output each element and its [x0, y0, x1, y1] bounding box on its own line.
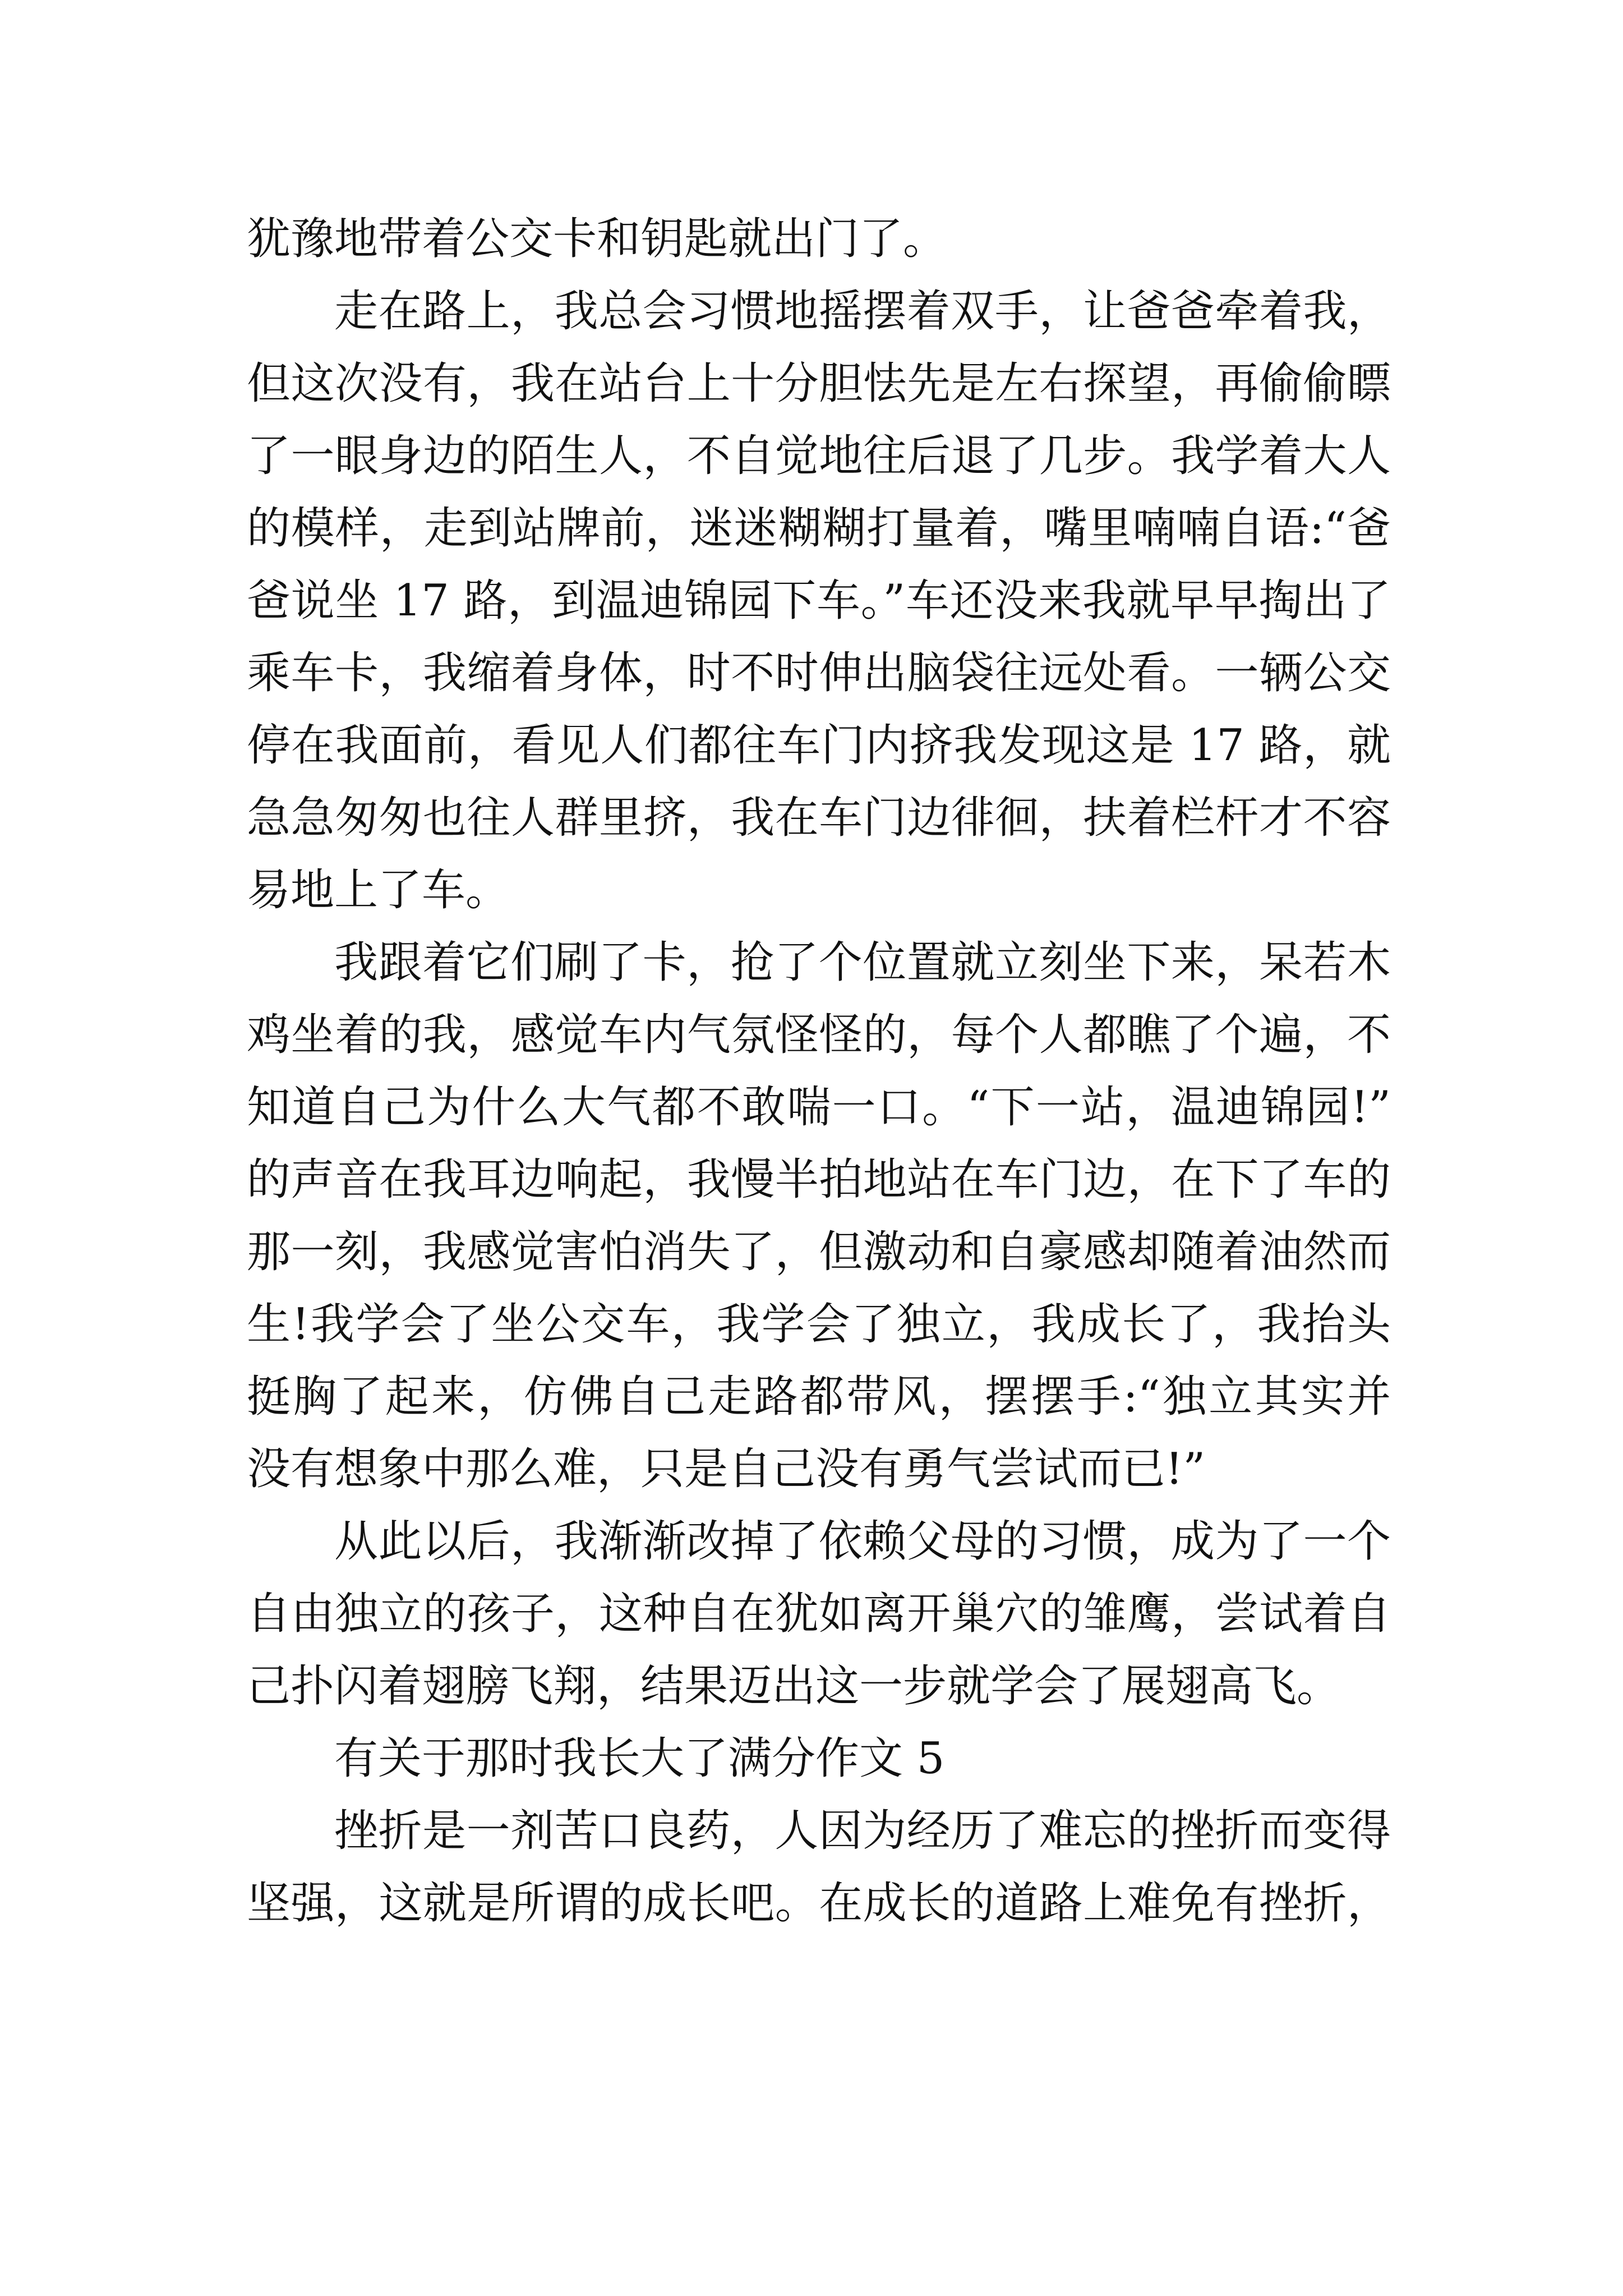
text-line: 爸说坐 17 路，到温迪锦园下车。”车还没来我就早早掏出了	[247, 576, 1391, 626]
text-line: 知道自己为什么大气都不敢喘一口。“下一站，温迪锦园!”	[247, 1082, 1391, 1133]
text-line: 己扑闪着翅膀飞翔，结果迈出这一步就学会了展翅高飞。	[247, 1661, 1341, 1711]
text-line: 挫折是一剂苦口良药，人因为经历了难忘的挫折而变得	[334, 1806, 1391, 1856]
text-line: 了一眼身边的陌生人，不自觉地往后退了几步。我学着大人	[247, 431, 1391, 481]
text-line: 走在路上，我总会习惯地摇摆着双手，让爸爸牵着我，	[334, 286, 1391, 337]
text-line: 犹豫地带着公交卡和钥匙就出门了。	[247, 214, 947, 264]
text-line: 生!我学会了坐公交车，我学会了独立，我成长了，我抬头	[247, 1299, 1391, 1350]
text-line: 自由独立的孩子，这种自在犹如离开巢穴的雏鹰，尝试着自	[247, 1589, 1391, 1639]
section-heading: 有关于那时我长大了满分作文 5	[334, 1733, 945, 1784]
text-line: 乘车卡，我缩着身体，时不时伸出脑袋往远处看。一辆公交	[247, 648, 1391, 698]
text-line: 我跟着它们刷了卡，抢了个位置就立刻坐下来，呆若木	[334, 937, 1391, 988]
text-line: 从此以后，我渐渐改掉了依赖父母的习惯，成为了一个	[334, 1516, 1391, 1567]
text-line: 鸡坐着的我，感觉车内气氛怪怪的，每个人都瞧了个遍，不	[247, 1010, 1391, 1060]
text-line: 没有想象中那么难，只是自己没有勇气尝试而已!”	[247, 1444, 1206, 1494]
text-line: 但这次没有，我在站台上十分胆怯先是左右探望，再偷偷瞟	[247, 358, 1391, 409]
text-line: 急急匆匆也往人群里挤，我在车门边徘徊，扶着栏杆才不容	[247, 793, 1391, 843]
text-line: 挺胸了起来，仿佛自己走路都带风，摆摆手:“独立其实并	[247, 1372, 1391, 1422]
text-line: 停在我面前，看见人们都往车门内挤我发现这是 17 路，就	[247, 720, 1391, 771]
text-line: 易地上了车。	[247, 865, 510, 915]
body-text	[247, 203, 1391, 1940]
text-line: 那一刻，我感觉害怕消失了，但激动和自豪感却随着油然而	[247, 1227, 1391, 1277]
text-line: 的声音在我耳边响起，我慢半拍地站在车门边，在下了车的	[247, 1154, 1391, 1205]
text-line: 坚强，这就是所谓的成长吧。在成长的道路上难免有挫折，	[247, 1878, 1391, 1929]
text-line: 的模样，走到站牌前，迷迷糊糊打量着，嘴里喃喃自语:“爸	[247, 503, 1391, 554]
